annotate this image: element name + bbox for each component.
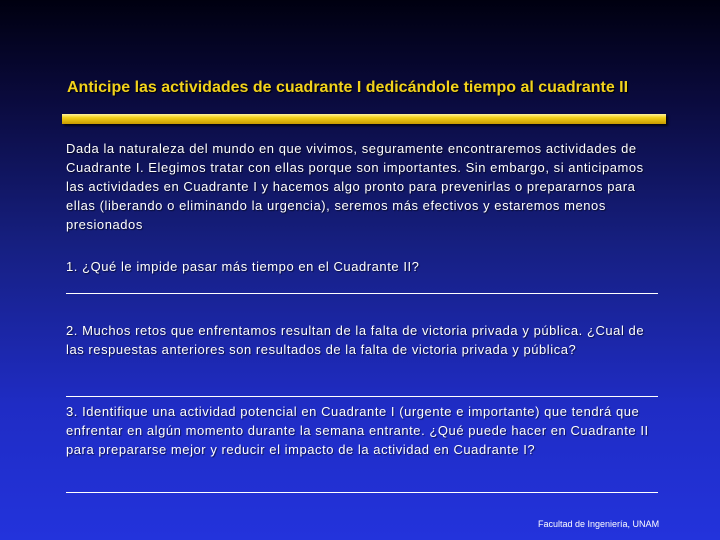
- question-2: 2. Muchos retos que enfrentamos resultan de la falta de victoria privada y pública. ¿Cual de las respuestas anteriores son resultados de la falta de victoria privada y pública?: [66, 323, 645, 357]
- answer-line-3: [66, 492, 658, 493]
- question-3: 3. Identifique una actividad potencial en Cuadrante I (urgente e importante) que tendrá que enfrentar en algún momento durante la semana entrante. ¿Qué puede hacer en Cuadrante II para prepararse mejor y reducir el impacto de la actividad en Cuadrante I?: [66, 404, 649, 457]
- title-underline-bar: [62, 114, 666, 124]
- slide-title: Anticipe las actividades de cuadrante I dedicándole tiempo al cuadrante II: [67, 79, 629, 96]
- answer-line-1: [66, 293, 658, 294]
- answer-line-2: [66, 396, 658, 397]
- question-1: 1. ¿Qué le impide pasar más tiempo en el Cuadrante II?: [66, 259, 420, 274]
- intro-paragraph: Dada la naturaleza del mundo en que vivimos, seguramente encontraremos actividades de Cuadrante I. Elegimos tratar con ellas porque son importantes. Sin embargo, si anticipamos las actividades en Cuadrante I y hacemos algo pronto para prevenirlas o prepararnos para ellas (liberando o eliminando la urgencia), seremos más efectivos y estaremos menos presionados: [66, 141, 644, 232]
- footer-credit: Facultad de Ingeniería, UNAM: [538, 519, 660, 529]
